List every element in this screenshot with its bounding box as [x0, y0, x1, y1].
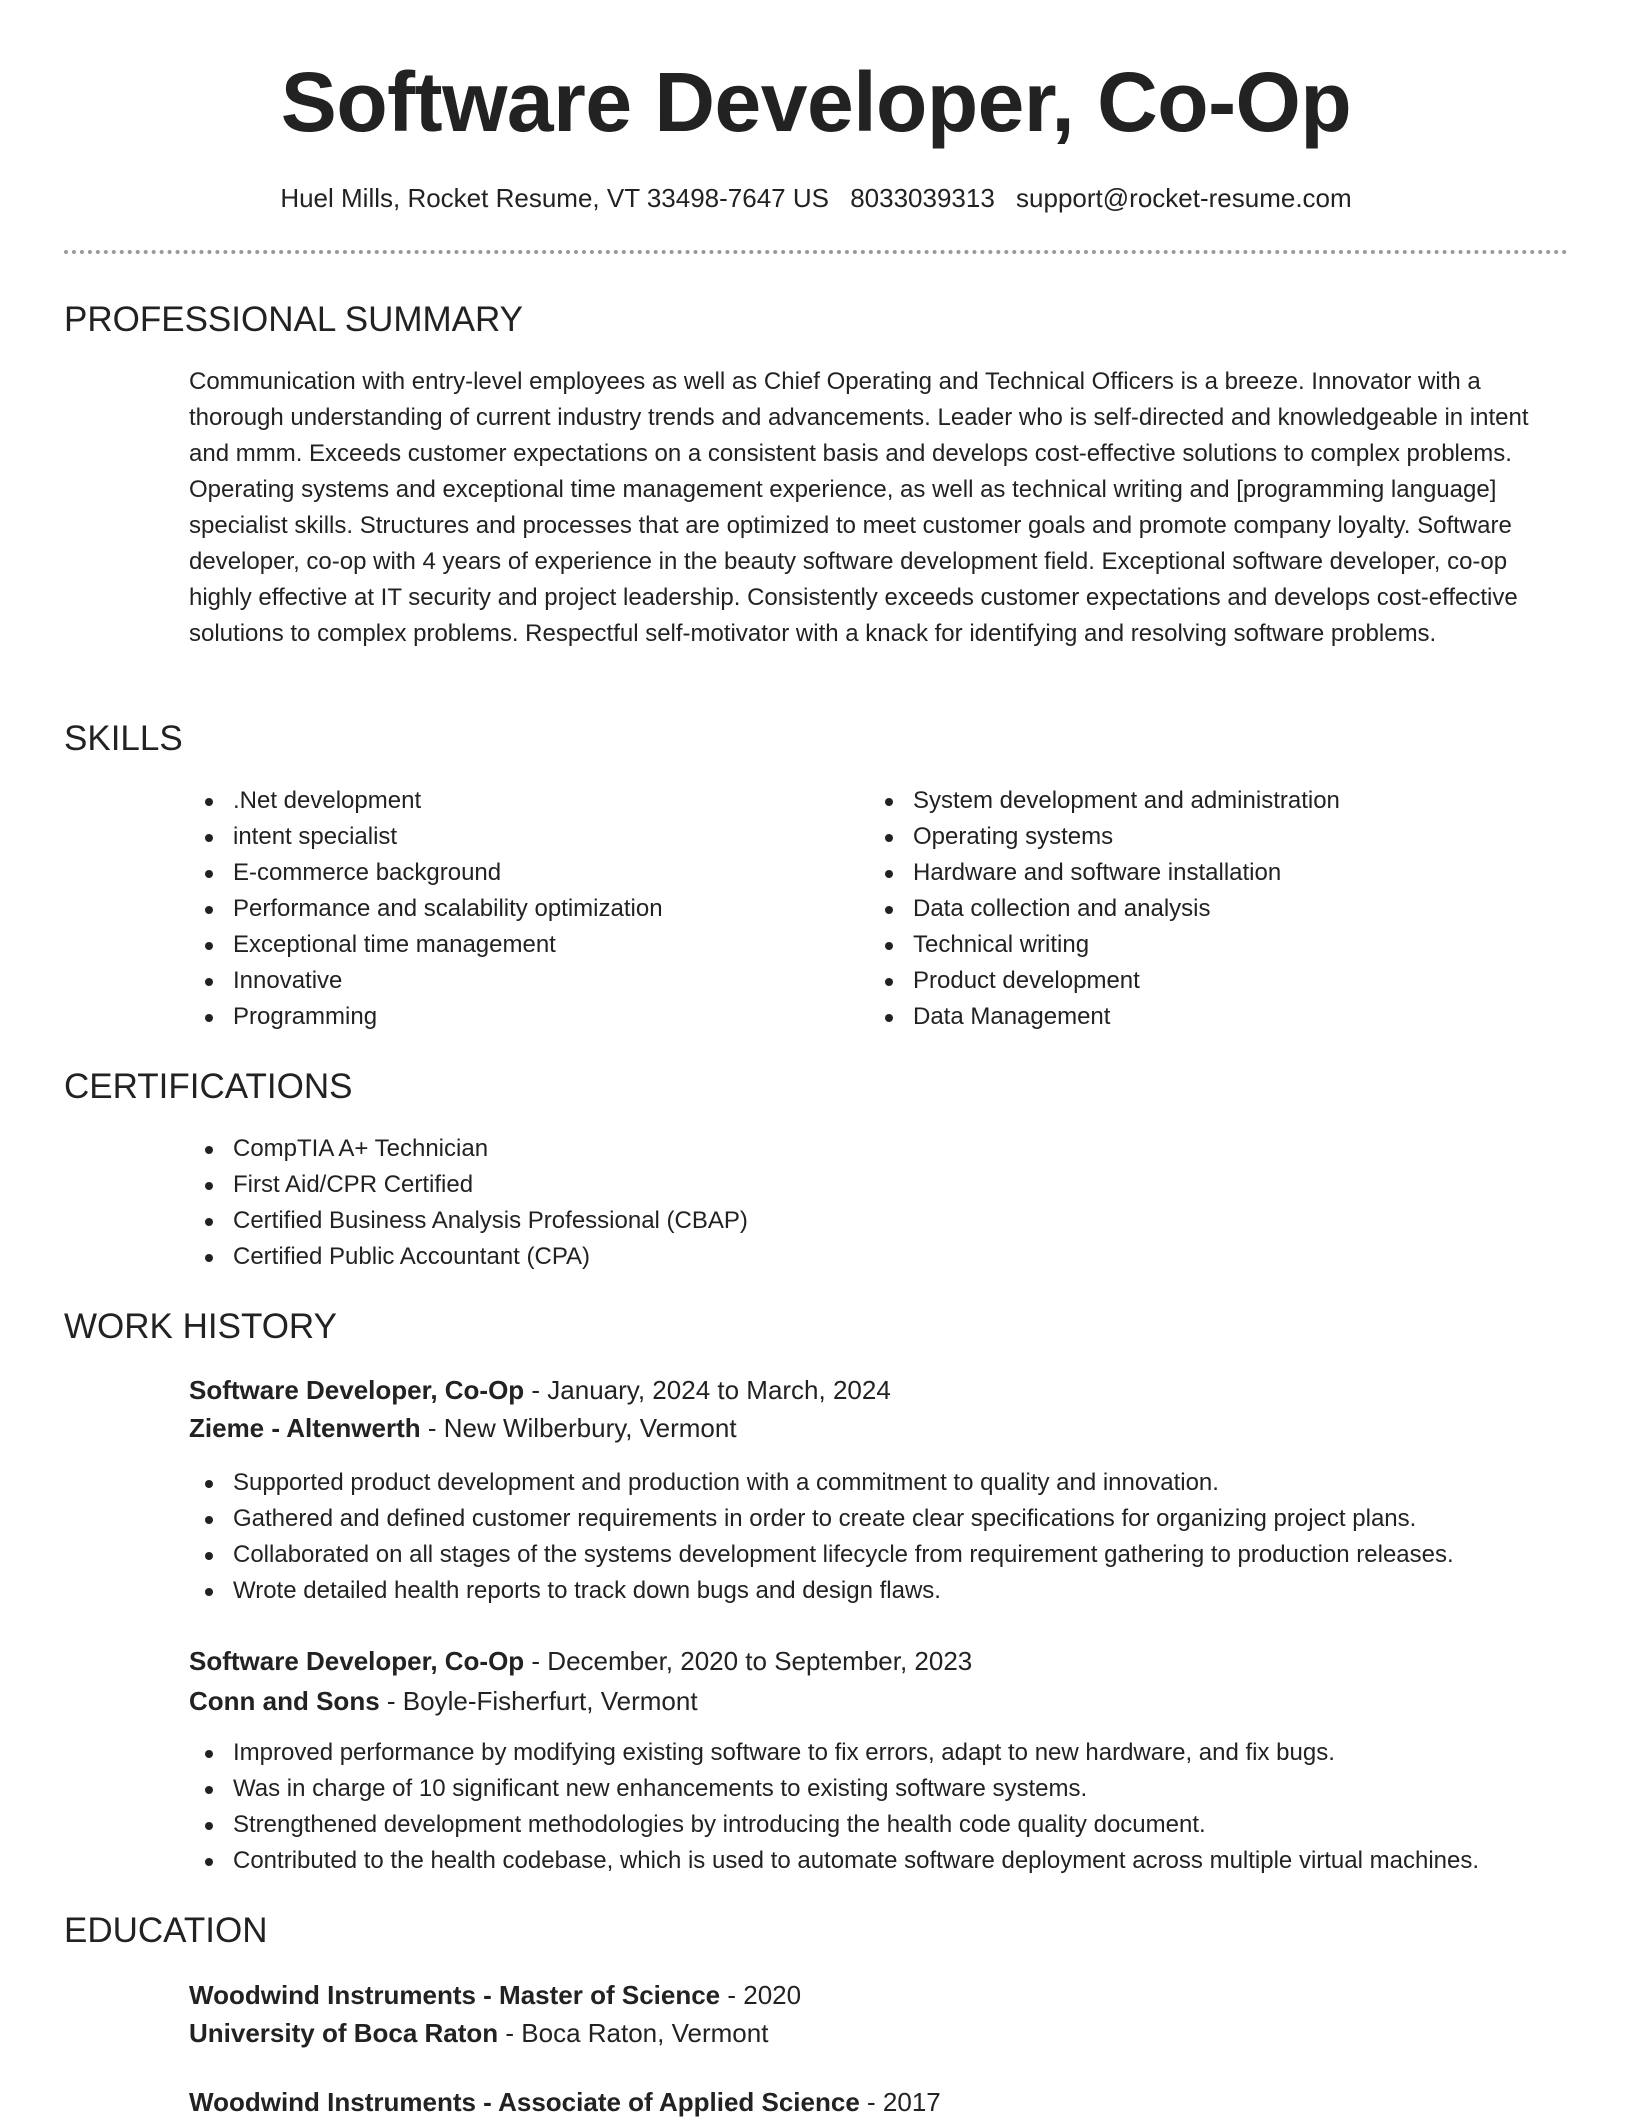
- header-divider: [64, 250, 1568, 254]
- skill-item: intent specialist: [189, 819, 849, 855]
- education-heading: EDUCATION: [64, 1911, 268, 1950]
- job-bullet: Gathered and defined customer requirements in order to create clear specifications for organizing project plans.: [189, 1501, 1589, 1537]
- skills-list-left: [189, 783, 849, 1035]
- job-bullet: Supported product development and production with a commitment to quality and innovation.: [189, 1465, 1589, 1501]
- skill-item: Programming: [189, 999, 849, 1035]
- certifications-list: [189, 1131, 1568, 1275]
- job-company-line: [189, 1410, 737, 1446]
- job-bullet: Improved performance by modifying existing software to fix errors, adapt to new hardware, and fix bugs.: [189, 1735, 1589, 1771]
- job-title-line: [189, 1643, 972, 1679]
- skill-item: Hardware and software installation: [869, 855, 1549, 891]
- skill-item: Data collection and analysis: [869, 891, 1549, 927]
- work-heading: WORK HISTORY: [64, 1307, 337, 1346]
- job-company: Zieme - Altenwerth: [189, 1413, 421, 1443]
- job-title: Software Developer, Co-Op: [189, 1375, 525, 1405]
- education-location: - Boca Raton, Vermont: [498, 2018, 769, 2048]
- job-location: - New Wilberbury, Vermont: [420, 1413, 737, 1443]
- skill-item: Product development: [869, 963, 1549, 999]
- education-degree: Woodwind Instruments - Master of Science: [189, 1980, 721, 2010]
- contact-phone: 8033039313: [850, 183, 995, 213]
- skill-item: Data Management: [869, 999, 1549, 1035]
- certification-item: CompTIA A+ Technician: [189, 1131, 1568, 1167]
- job-title-line: [189, 1372, 891, 1408]
- skill-item: System development and administration: [869, 783, 1549, 819]
- education-year: - 2020: [720, 1980, 802, 2010]
- skill-item: .Net development: [189, 783, 849, 819]
- job-dates: - January, 2024 to March, 2024: [524, 1375, 891, 1405]
- skill-item: Technical writing: [869, 927, 1549, 963]
- job-dates: - December, 2020 to September, 2023: [524, 1646, 973, 1676]
- education-year: - 2017: [859, 2087, 941, 2117]
- education-school-line: [189, 2015, 768, 2051]
- skill-item: Exceptional time management: [189, 927, 849, 963]
- summary-text: Communication with entry-level employees as well as Chief Operating and Technical Officers is a breeze. Innovator with a thorough understanding of current industry trends and advancements. Leader who is self-directed and knowledgeable in intent and mmm. Exceeds customer expectations on a consistent basis and develops cost-effective solutions to complex problems. Operating systems and exceptional time management experience, as well as technical writing and [programming language] specialist skills. Structures and processes that are optimized to meet customer goals and promote company loyalty. Software developer, co-op with 4 years of experience in the beauty software development field. Exceptional software developer, co-op highly effective at IT security and project leadership. Consistently exceeds customer expectations and develops cost-effective solutions to complex problems. Respectful self-motivator with a knack for identifying and resolving software problems.: [189, 368, 1529, 647]
- certification-item: Certified Public Accountant (CPA): [189, 1239, 1568, 1275]
- skills-list-right: [869, 783, 1549, 1035]
- job-bullet: Contributed to the health codebase, which is used to automate software deployment across multiple virtual machines.: [189, 1843, 1589, 1879]
- job-bullet: Wrote detailed health reports to track down bugs and design flaws.: [189, 1573, 1589, 1609]
- job-bullets: [189, 1735, 1589, 1879]
- job-bullets: [189, 1465, 1589, 1609]
- skill-item: Operating systems: [869, 819, 1549, 855]
- resume-name: Software Developer, Co-Op: [280, 55, 1352, 149]
- job-bullet: Was in charge of 10 significant new enhancements to existing software systems.: [189, 1771, 1589, 1807]
- contact-line: [0, 180, 1632, 216]
- job-title: Software Developer, Co-Op: [189, 1646, 525, 1676]
- job-location: - Boyle-Fisherfurt, Vermont: [379, 1686, 698, 1716]
- job-bullet: Strengthened development methodologies by introducing the health code quality document.: [189, 1807, 1589, 1843]
- skill-item: E-commerce background: [189, 855, 849, 891]
- job-company-line: [189, 1683, 698, 1719]
- certification-item: First Aid/CPR Certified: [189, 1167, 1568, 1203]
- contact-email: support@rocket-resume.com: [1016, 183, 1352, 213]
- education-school: University of Boca Raton: [189, 2018, 499, 2048]
- job-company: Conn and Sons: [189, 1686, 380, 1716]
- skill-item: Performance and scalability optimization: [189, 891, 849, 927]
- education-degree-line: [189, 1977, 801, 2013]
- summary-heading: PROFESSIONAL SUMMARY: [64, 300, 523, 339]
- skills-heading: SKILLS: [64, 719, 183, 758]
- certification-item: Certified Business Analysis Professional (CBAP): [189, 1203, 1568, 1239]
- job-bullet: Collaborated on all stages of the systems development lifecycle from requirement gathering to production releases.: [189, 1537, 1589, 1573]
- contact-address: Huel Mills, Rocket Resume, VT 33498-7647 US: [280, 183, 829, 213]
- education-degree-line: [189, 2084, 941, 2120]
- skill-item: Innovative: [189, 963, 849, 999]
- certifications-heading: CERTIFICATIONS: [64, 1067, 353, 1106]
- education-degree: Woodwind Instruments - Associate of Applied Science: [189, 2087, 860, 2117]
